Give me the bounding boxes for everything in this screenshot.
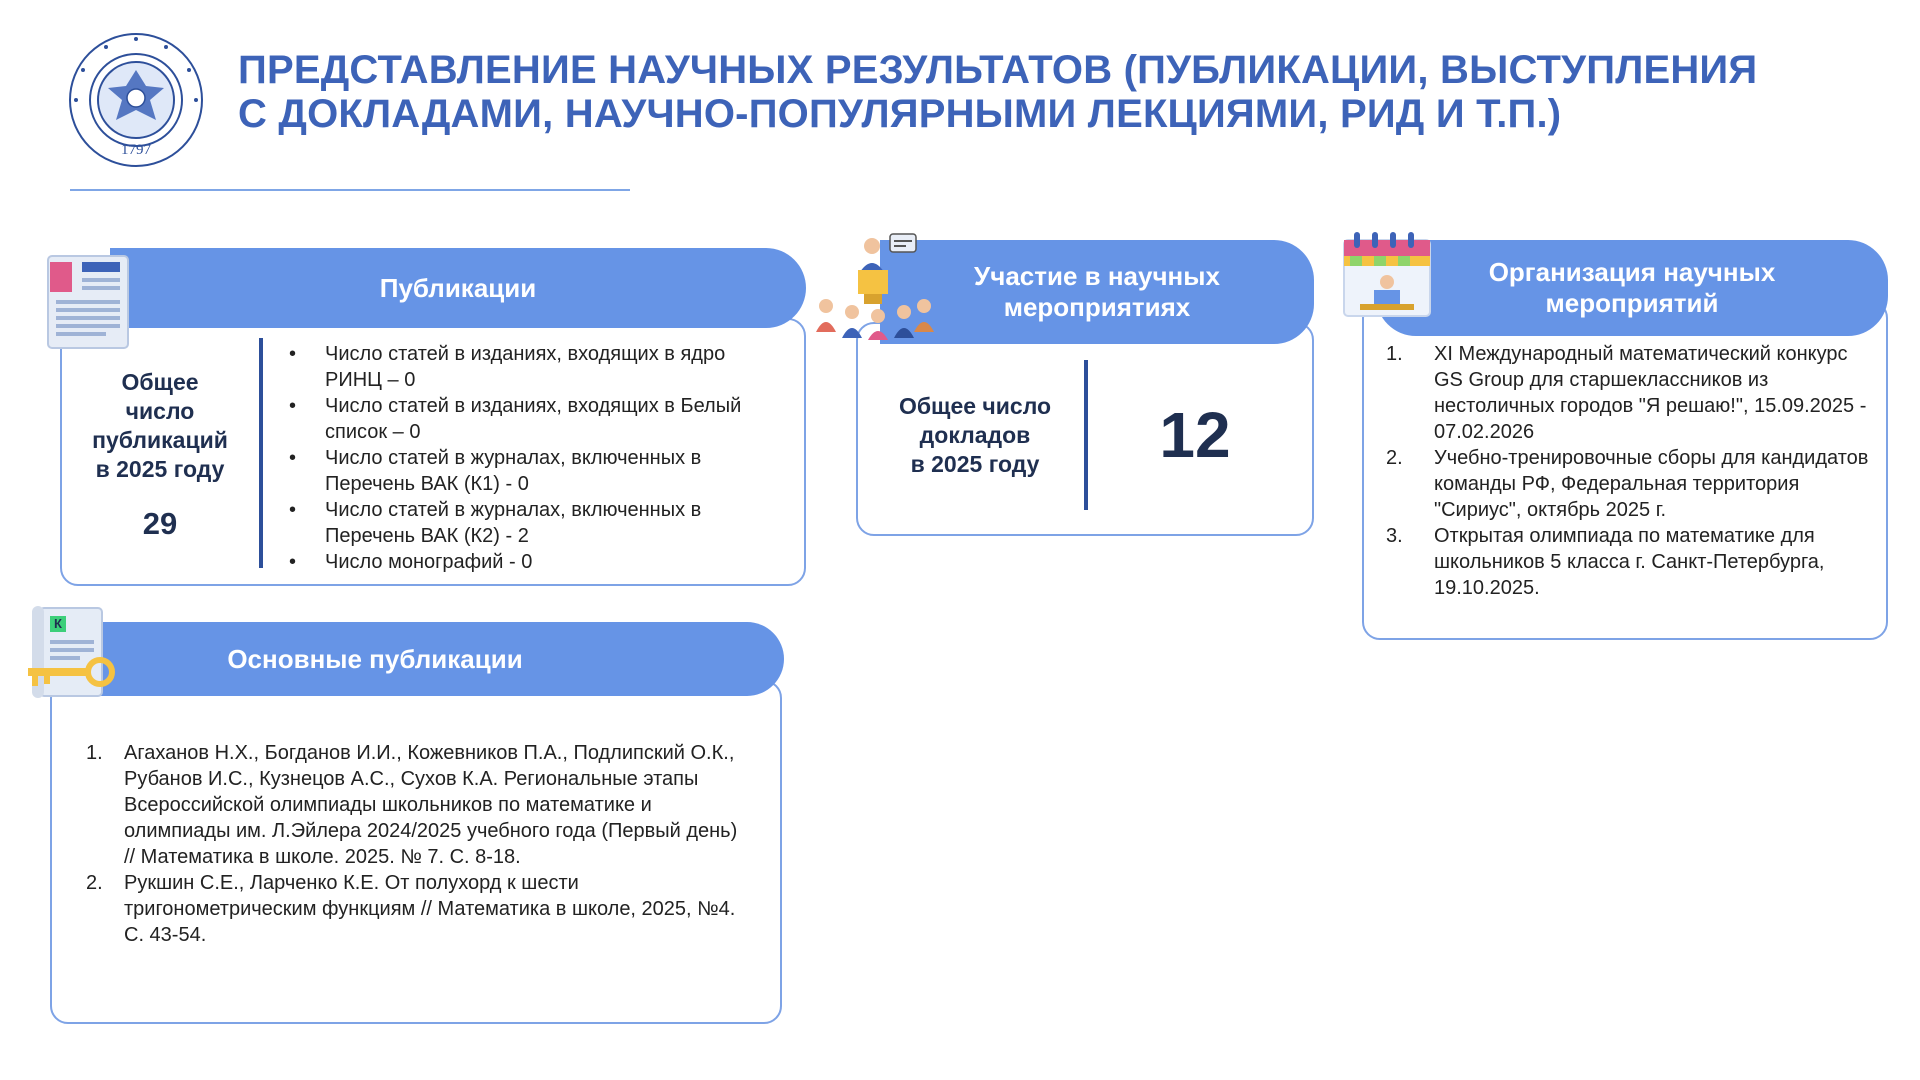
university-logo	[66, 30, 206, 170]
publications-total-label: Общее число публикаций в 2025 году	[92, 369, 228, 482]
main-publications-list	[86, 740, 746, 948]
events-total-value: 12	[1159, 399, 1231, 471]
list-item: • Число статей в журналах, включенных в Перечень ВАК (К2) - 2	[287, 497, 787, 549]
list-item: 2. Учебно-тренировочные сборы для кандидатов команды РФ, Федеральная территория "Сириус", октябрь 2025 г.	[1386, 447, 1869, 521]
organization-header-line-2: мероприятий	[1545, 288, 1719, 318]
publications-total-value: 29	[142, 506, 178, 541]
page-title-line-2: С ДОКЛАДАМИ, НАУЧНО-ПОПУЛЯРНЫМИ ЛЕКЦИЯМИ, РИД И Т.П.)	[238, 92, 1562, 136]
list-item: 1. XI Международный математический конкурс GS Group для старшеклассников из нестоличных городов "Я решаю!", 15.09.2025 - 07.02.2026	[1386, 343, 1867, 443]
events-header	[880, 240, 1314, 344]
list-item: 1. Агаханов Н.Х., Богданов И.И., Кожевников П.А., Подлипский О.К., Рубанов И.С., Кузнецов А.С., Сухов К.А. Региональные этапы Всероссийской олимпиады школьников по математике и олимпиады им. Л.Эйлера 2024/2025 учебного года (Первый день) // Математика в школе. 2025. № 7. С. 8-18.	[86, 742, 738, 868]
list-item: • Число монографий - 0	[287, 549, 787, 575]
document-icon	[42, 252, 134, 352]
page-title	[238, 48, 1838, 136]
page-title-line-1: ПРЕДСТАВЛЕНИЕ НАУЧНЫХ РЕЗУЛЬТАТОВ (ПУБЛИКАЦИИ, ВЫСТУПЛЕНИЯ	[238, 48, 1758, 92]
publications-header	[110, 248, 806, 328]
list-item: • Число статей в журналах, включенных в Перечень ВАК (К1) - 0	[287, 445, 787, 497]
main-publications-header	[46, 622, 784, 696]
logo-year: 1797	[121, 142, 151, 158]
list-item: 3. Открытая олимпиада по математике для школьников 5 класса г. Санкт-Петербурга, 19.10.2025.	[1386, 525, 1825, 599]
certificate-letter: К	[54, 616, 62, 631]
main-publications-header-label: Основные публикации	[227, 643, 523, 674]
list-item: • Число статей в изданиях, входящих в ядро РИНЦ – 0	[287, 341, 787, 393]
events-header-line-1: Участие в научных	[974, 261, 1220, 291]
list-item: • Число статей в изданиях, входящих в Белый список – 0	[287, 393, 787, 445]
calendar-icon	[1340, 230, 1434, 320]
events-divider	[1084, 360, 1088, 510]
events-total-label: Общее число докладов в 2025 году	[898, 393, 1052, 477]
publications-header-label: Публикации	[379, 272, 537, 303]
speaker-audience-icon	[814, 232, 934, 342]
events-header-line-2: мероприятиях	[1003, 292, 1191, 322]
certificate-key-icon	[22, 604, 122, 704]
organization-header-line-1: Организация научных	[1488, 257, 1776, 287]
organization-header	[1376, 240, 1888, 336]
list-item: 2. Рукшин С.Е., Ларченко К.Е. От полухорд к шести тригонометрическим функциям // Математика в школе, 2025, №4. С. 43-54.	[86, 872, 736, 946]
publications-list	[287, 341, 787, 575]
publications-divider	[259, 338, 263, 568]
title-underline	[70, 189, 630, 191]
organization-list	[1386, 341, 1872, 601]
